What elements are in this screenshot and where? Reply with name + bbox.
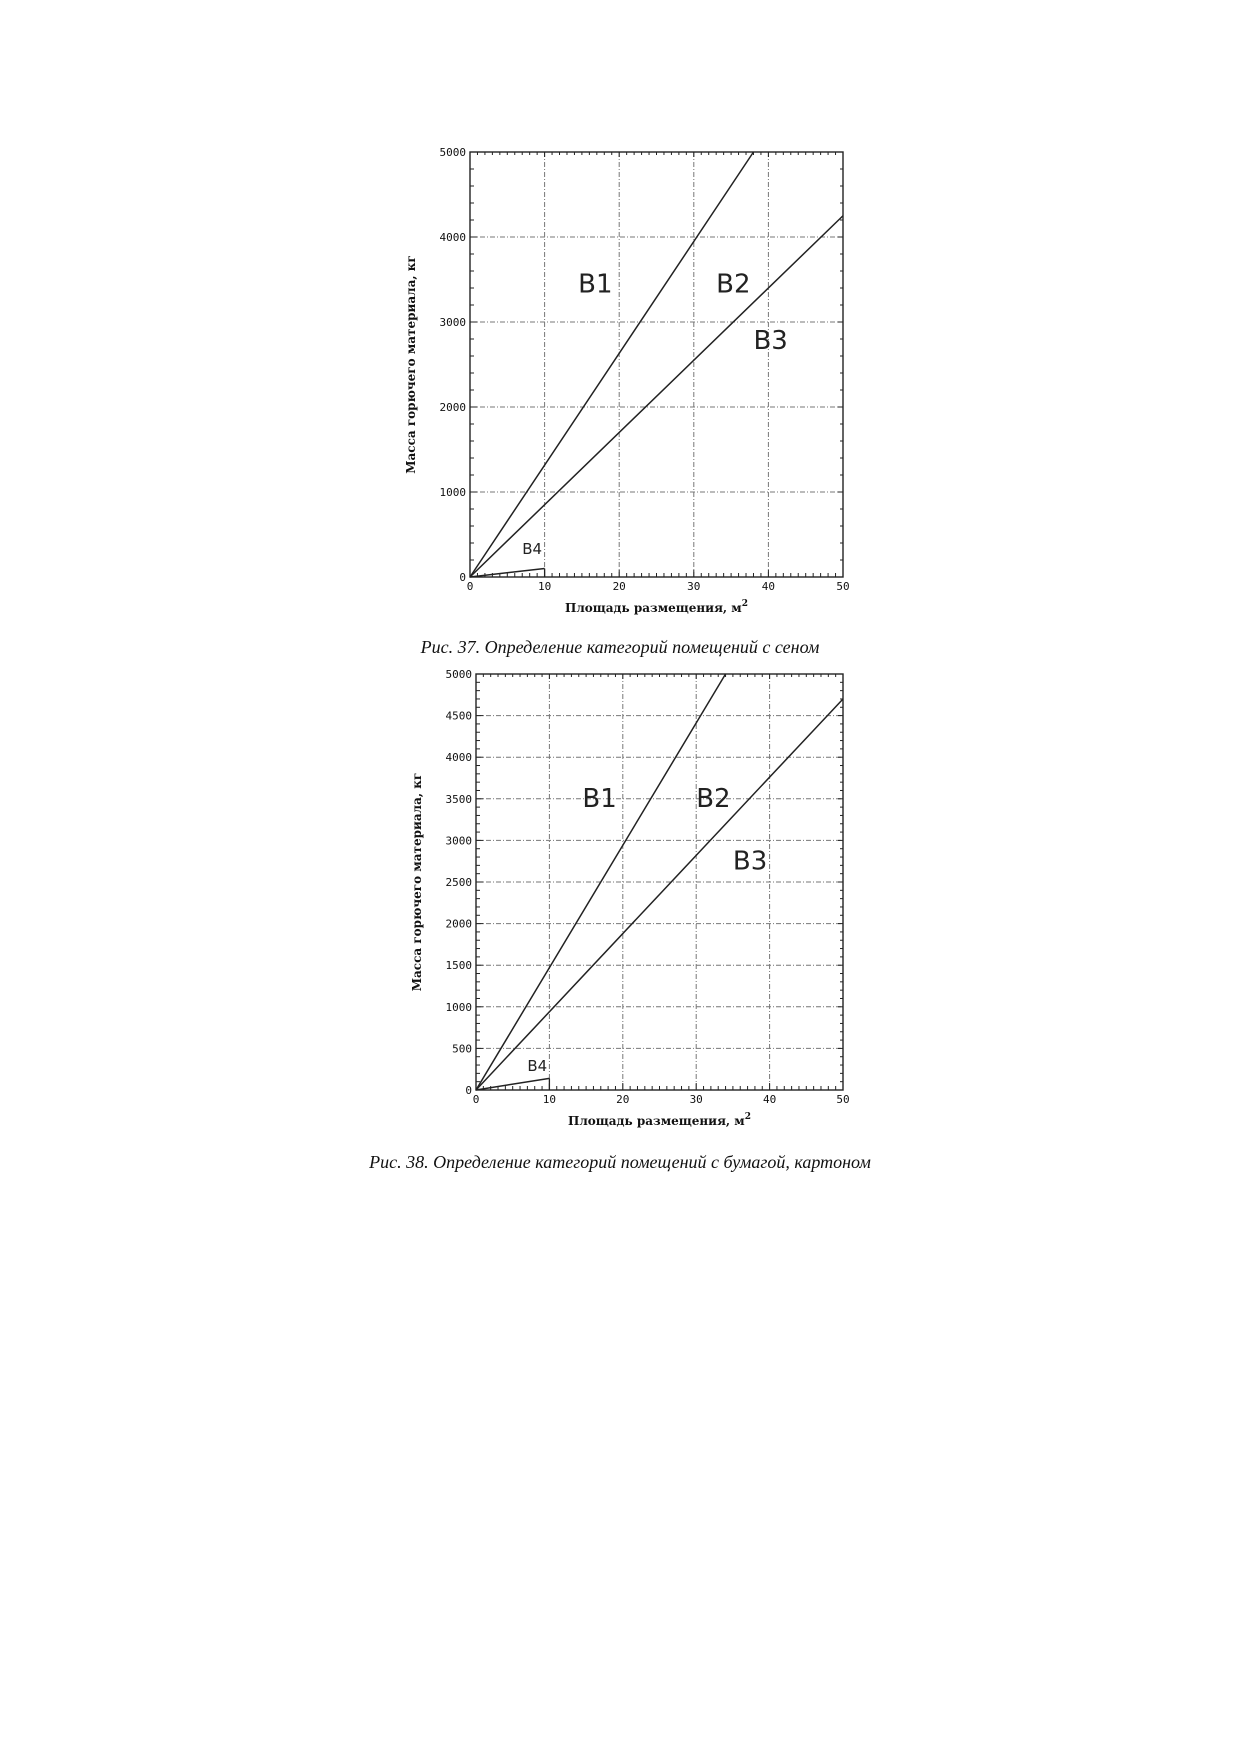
- fig37-xtick-label: 40: [761, 580, 776, 593]
- caption-fig37: Рис. 37. Определение категорий помещений с сеном: [420, 637, 820, 657]
- fig37-xtick-label: 0: [466, 580, 474, 593]
- fig37-region-label-В3: В3: [753, 326, 788, 357]
- fig38-xtick-label: 10: [542, 1093, 557, 1106]
- fig38-ytick-label: 1000: [445, 1000, 472, 1014]
- fig37-xtick-label: 20: [612, 580, 626, 593]
- fig38-xtick-label: 30: [689, 1093, 703, 1106]
- fig38-region-label-В2: В2: [696, 784, 731, 815]
- fig37-region-label-В2: В2: [716, 269, 751, 300]
- fig38-region-label-В3: В3: [732, 846, 768, 877]
- fig37-y-axis-title: Масса горючего материала, кг: [404, 255, 418, 474]
- fig37-x-axis-title-text: Площадь размещения, м: [565, 601, 742, 615]
- fig38-x-axis-title-sup: 2: [744, 1112, 751, 1122]
- fig37-ytick-label: 2000: [439, 401, 466, 414]
- fig37-region-label-В1: В1: [578, 269, 613, 300]
- fig38-ytick-label: 2000: [445, 917, 472, 931]
- fig38-ytick-label: 0: [465, 1084, 472, 1097]
- fig38-xtick-label: 0: [472, 1093, 480, 1106]
- fig37-xtick-label: 30: [687, 580, 701, 593]
- fig37-xtick-label: 50: [836, 580, 850, 593]
- fig38-xtick-label: 20: [616, 1093, 630, 1106]
- fig37-x-axis-title-sup: 2: [741, 599, 748, 609]
- fig37-xtick-label: 10: [537, 580, 552, 593]
- fig38-ytick-label: 500: [452, 1042, 472, 1056]
- fig38-ytick-label: 2500: [445, 876, 472, 889]
- fig38-ytick-label: 1500: [445, 959, 472, 973]
- fig38-ytick-label: 4000: [445, 751, 472, 765]
- fig38-ytick-label: 5000: [445, 668, 472, 681]
- fig37-ytick-label: 1000: [439, 486, 466, 499]
- fig38-ytick-label: 4500: [445, 709, 472, 723]
- fig38-y-axis-title: Масса горючего материала, кг: [410, 772, 424, 992]
- fig38-region-label-В4: В4: [527, 1056, 548, 1075]
- fig38-xtick-label: 40: [762, 1093, 777, 1106]
- fig37-ytick-label: 0: [459, 571, 466, 584]
- fig37-region-label-В4: В4: [522, 540, 543, 559]
- fig38-x-axis-title-text: Площадь размещения, м: [568, 1114, 745, 1128]
- fig38-ytick-label: 3500: [445, 792, 472, 806]
- fig37-ytick-label: 3000: [439, 316, 466, 329]
- caption-fig38: Рис. 38. Определение категорий помещений с бумагой, картоном: [369, 1152, 871, 1172]
- fig37-ytick-label: 5000: [439, 146, 466, 159]
- fig38-region-label-В1: В1: [582, 784, 617, 815]
- fig38-x-axis-title: [568, 1112, 751, 1128]
- fig38-xtick-label: 50: [836, 1093, 850, 1106]
- fig38-ytick-label: 3000: [445, 834, 472, 848]
- fig37-ytick-label: 4000: [439, 231, 466, 244]
